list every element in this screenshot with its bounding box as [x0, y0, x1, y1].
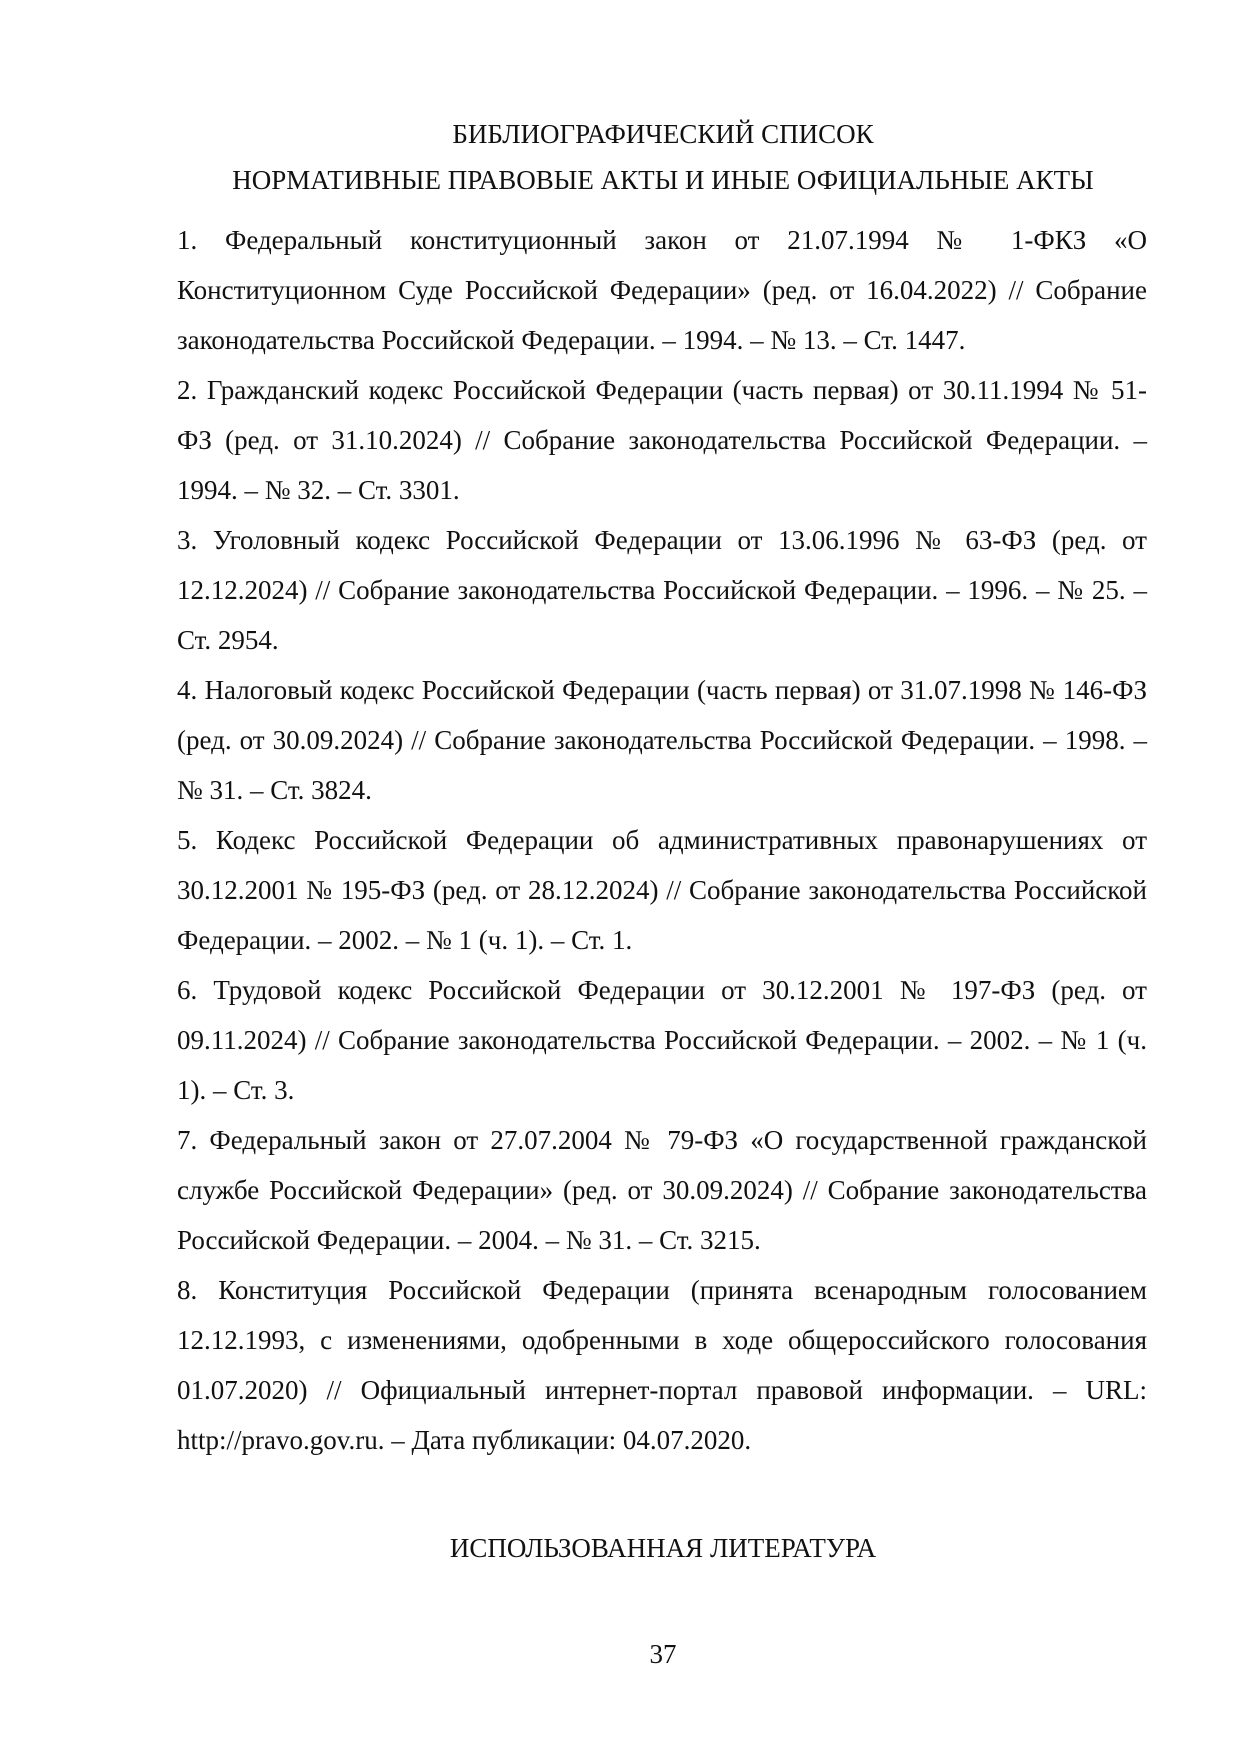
reference-item: 1. Федеральный конституционный закон от 21.07.1994 № 1-ФКЗ «О Конституционном Суде Российской Федерации» (ред. от 16.04.2022) // Собрание законодательства Российской Федерации. – 1994. – № 13. – Ст. 1447. — [177, 225, 1147, 355]
reference-item: 5. Кодекс Российской Федерации об административных правонарушениях от 30.12.2001 № 195-ФЗ (ред. от 28.12.2024) // Собрание законодательства Российской Федерации. – 2002. – № 1 (ч. 1). – Ст. 1. — [177, 825, 1147, 955]
reference-item: 8. Конституция Российской Федерации (принята всенародным голосованием 12.12.1993, с изменениями, одобренными в ходе общероссийского голосования 01.07.2020) // Официальный интернет-портал правовой информации. – URL: http://pravo.gov.ru. – Дата публикации: 04.07.2020. — [177, 1275, 1147, 1455]
bibliography-title: БИБЛИОГРАФИЧЕСКИЙ СПИСОК — [452, 119, 874, 149]
page-number: 37 — [649, 1639, 677, 1669]
reference-item: 3. Уголовный кодекс Российской Федерации от 13.06.1996 № 63-ФЗ (ред. от 12.12.2024) // Собрание законодательства Российской Федерации. – 1996. – № 25. – Ст. 2954. — [177, 525, 1147, 655]
section-heading-normative-acts: НОРМАТИВНЫЕ ПРАВОВЫЕ АКТЫ И ИНЫЕ ОФИЦИАЛЬНЫЕ АКТЫ — [232, 165, 1094, 195]
reference-item: 2. Гражданский кодекс Российской Федерации (часть первая) от 30.11.1994 № 51-ФЗ (ред. от 31.10.2024) // Собрание законодательства Российской Федерации. – 1994. – № 32. – Ст. 3301. — [177, 375, 1147, 505]
reference-item: 4. Налоговый кодекс Российской Федерации (часть первая) от 31.07.1998 № 146-ФЗ (ред. от 30.09.2024) // Собрание законодательства Российской Федерации. – 1998. – № 31. – Ст. 3824. — [177, 675, 1147, 805]
reference-item: 7. Федеральный закон от 27.07.2004 № 79-ФЗ «О государственной гражданской службе Российской Федерации» (ред. от 30.09.2024) // Собрание законодательства Российской Федерации. – 2004. – № 31. – Ст. 3215. — [177, 1125, 1147, 1255]
section-heading-literature: ИСПОЛЬЗОВАННАЯ ЛИТЕРАТУРА — [449, 1533, 877, 1563]
reference-list — [177, 215, 1147, 1465]
reference-item: 6. Трудовой кодекс Российской Федерации от 30.12.2001 № 197-ФЗ (ред. от 09.11.2024) // Собрание законодательства Российской Федерации. – 2002. – № 1 (ч. 1). – Ст. 3. — [177, 975, 1147, 1105]
